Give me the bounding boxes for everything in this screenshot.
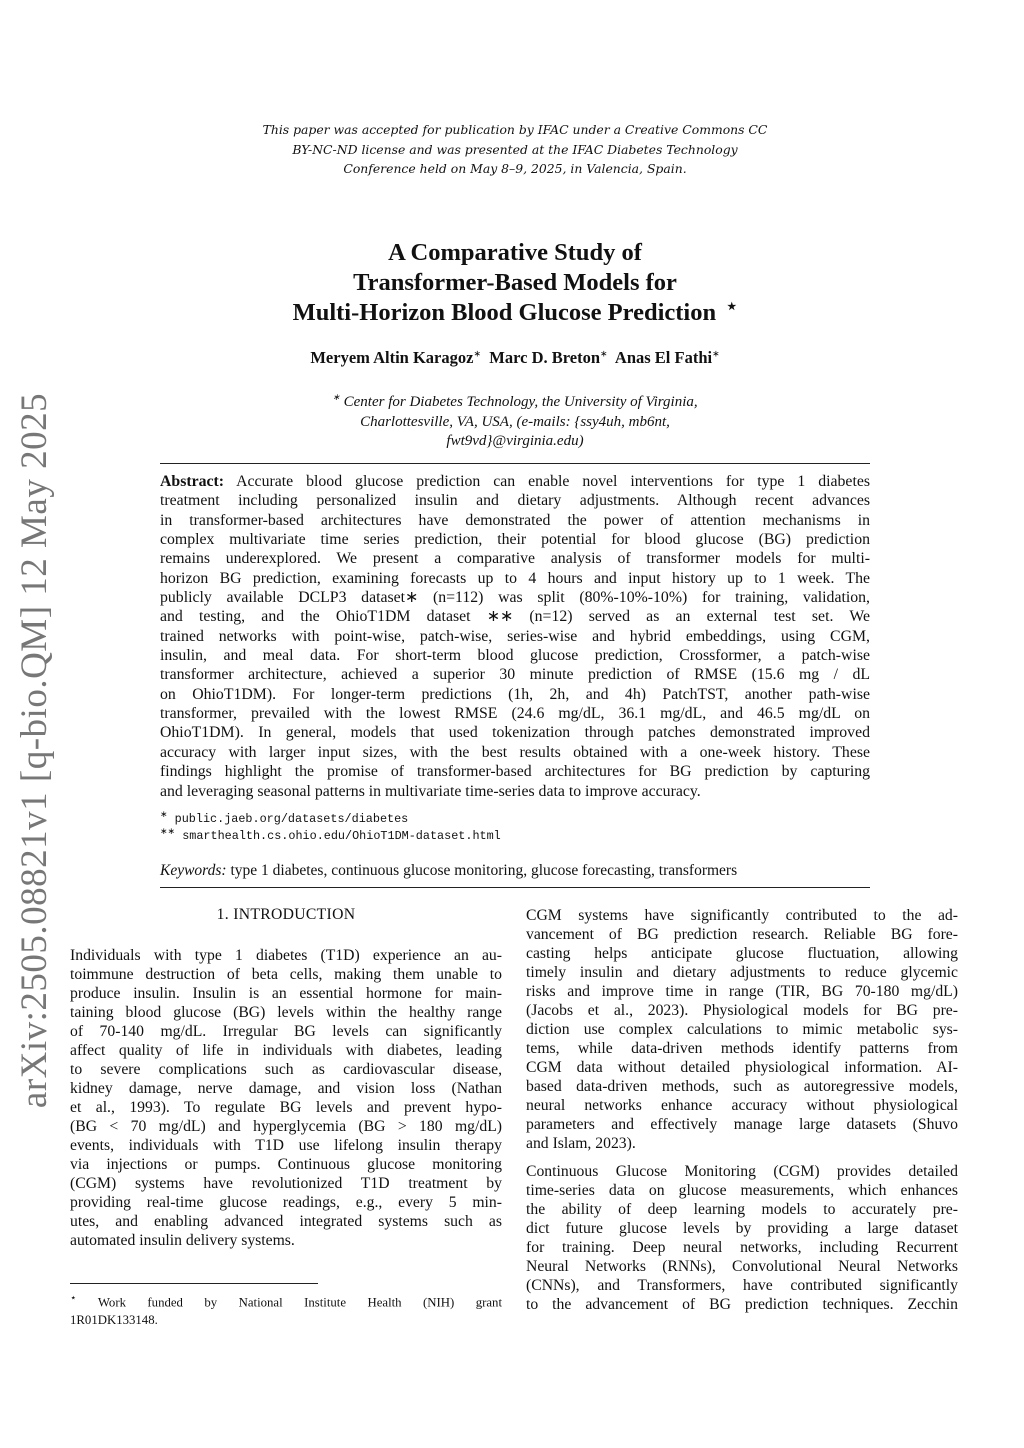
author: Anas El Fathi∗ — [614, 348, 720, 367]
text-line: casting helps anticipate glucose fluctuation, allowing — [526, 945, 958, 962]
abstract-line: in transformer-based architectures have demonstrated the power of attention mechanisms in — [160, 511, 870, 529]
abstract-line: trained networks with point-wise, patch-wise, series-wise and hybrid embeddings, using CGM, — [160, 627, 870, 645]
author: Meryem Altin Karagoz∗ — [310, 348, 482, 367]
text-line: to the advancement of BG prediction techniques. Zecchin — [526, 1296, 958, 1313]
text-line: utes, and enabling advanced integrated systems such as — [70, 1213, 502, 1230]
abstract-line: on OhioT1DM). For longer-term predictions (1h, 2h, and 4h) PatchTST, another path-wise — [160, 685, 870, 703]
text-line: providing real-time glucose readings, e.g., every 5 min- — [70, 1194, 502, 1211]
abstract-line: accuracy with larger input sizes, with the best results obtained with a one-week history. These — [160, 743, 870, 761]
footnote-link[interactable]: smarthealth.cs.ohio.edu/OhioT1DM-dataset.html — [182, 828, 501, 843]
keywords-bottom-rule — [160, 887, 870, 888]
text-line: neural networks enhance accuracy without physiological — [526, 1097, 958, 1114]
text-line: timely insulin and dietary adjustments to reduce glycemic — [526, 964, 958, 981]
text-line: based data-driven methods, such as autoregressive models, — [526, 1078, 958, 1095]
text-line: Neural Networks (RNNs), Convolutional Neural Networks — [526, 1258, 958, 1275]
text-line: produce insulin. Insulin is an essential hormone for main- — [70, 985, 502, 1002]
text-line: (BG < 70 mg/dL) and hyperglycemia (BG > 180 mg/dL) — [70, 1118, 502, 1135]
funding-footnote — [70, 1290, 502, 1329]
abstract-line: Abstract: Accurate blood glucose prediction can enable novel interventions for type 1 diabetes — [160, 473, 870, 490]
affiliation-line: Charlottesville, VA, USA, (e-mails: {ssy4uh, mb6nt, — [360, 413, 670, 430]
text-line: (CGM) systems have revolutionized T1D treatment by — [70, 1175, 502, 1192]
abstract-line: remains underexplored. We present a comparative analysis of transformer models for multi- — [160, 550, 870, 568]
text-line: Continuous Glucose Monitoring (CGM) provides detailed — [526, 1163, 958, 1180]
keywords — [160, 862, 870, 880]
keywords-text: type 1 diabetes, continuous glucose monitoring, glucose forecasting, transformers — [230, 862, 738, 879]
right-column-paragraph-2 — [526, 1162, 958, 1314]
text-line: tems, while data-driven methods identify patterns from — [526, 1040, 958, 1057]
text-line: via injections or pumps. Continuous glucose monitoring — [70, 1156, 502, 1173]
text-line: (CNNs), and Transformers, have contributed significantly — [526, 1277, 958, 1294]
abstract-line: insulin, and meal data. For short-term blood glucose prediction, Crossformer, a patch-wise — [160, 647, 870, 665]
left-column-paragraph — [70, 946, 502, 1250]
abstract-line: and testing, and the OhioT1DM dataset ∗∗ (n=12) served as an external test set. We — [160, 608, 870, 626]
paper-title — [160, 238, 870, 329]
text-line: risks and improve time in range (TIR, BG 70-180 mg/dL) — [526, 983, 958, 1000]
text-line: CGM data without detailed physiological information. AI- — [526, 1059, 958, 1076]
text-line: of 70-140 mg/dL. Irregular BG levels can significantly — [70, 1023, 502, 1040]
abstract-line: publicly available DCLP3 dataset∗ (n=112) was split (80%-10%-10%) for training, validation, — [160, 589, 870, 607]
abstract — [160, 472, 870, 801]
acceptance-line: BY-NC-ND license and was presented at the IFAC Diabetes Technology — [292, 141, 738, 157]
text-line: (Jacobs et al., 2023). Physiological models for BG pre- — [526, 1002, 958, 1019]
arxiv-sidebar-stamp — [10, 392, 60, 1108]
text-line: the ability of deep learning models to accurately pre- — [526, 1201, 958, 1218]
abstract-top-rule — [160, 463, 870, 464]
text-line: CGM systems have significantly contributed to the ad- — [526, 907, 958, 924]
text-line: time-series data on glucose measurements, which enhances — [526, 1182, 958, 1199]
text-line: for training. Deep neural networks, including Recurrent — [526, 1239, 958, 1256]
text-line: Individuals with type 1 diabetes (T1D) experience an au- — [70, 947, 502, 964]
acceptance-note — [220, 120, 810, 179]
text-line: dict future glucose levels by providing a large dataset — [526, 1220, 958, 1237]
abstract-line: complex multivariate time series prediction, their potential for blood glucose (BG) prediction — [160, 531, 870, 549]
right-column-paragraph-1 — [526, 906, 958, 1153]
abstract-line: OhioT1DM). In general, models that used tokenization through patches demonstrated improved — [160, 724, 870, 742]
abstract-line: transformer architecture, achieved a superior 30 minute prediction of RMSE (15.6 mg / dL — [160, 666, 870, 684]
text-line: toimmune destruction of beta cells, making them unable to — [70, 966, 502, 983]
acceptance-line: Conference held on May 8–9, 2025, in Valencia, Spain. — [343, 161, 687, 176]
footnote-line: ⋆ Work funded by National Institute Health (NIH) grant — [70, 1293, 503, 1310]
footnote-line: 1R01DK133148. — [70, 1313, 158, 1328]
text-line: to severe complications such as cardiovascular disease, — [70, 1061, 502, 1078]
abstract-line: findings highlight the promise of transformer-based architectures for BG prediction by capturing — [160, 763, 870, 781]
text-line: and Islam, 2023). — [526, 1135, 636, 1152]
affiliation — [200, 388, 830, 452]
author: Marc D. Breton∗ — [489, 348, 608, 367]
affiliation-line: ∗ Center for Diabetes Technology, the University of Virginia, — [332, 392, 698, 410]
title-line: A Comparative Study of — [388, 239, 642, 266]
text-line: automated insulin delivery systems. — [70, 1232, 295, 1249]
footnote-rule — [70, 1283, 318, 1284]
abstract-label: Abstract: — [160, 473, 225, 490]
text-line: diction use complex calculations to mimic metabolic sys- — [526, 1021, 958, 1038]
text-line: kidney damage, nerve damage, and vision loss (Nathan — [70, 1080, 502, 1097]
acceptance-line: This paper was accepted for publication by IFAC under a Creative Commons CC — [262, 122, 768, 137]
arxiv-id: arXiv:2505.08821v1 [q-bio.QM] 12 May 2025 — [14, 392, 56, 1108]
abstract-line: transformer, prevailed with the lowest RMSE (24.6 mg/dL, 36.1 mg/dL, and 46.5 mg/dL on — [160, 705, 870, 723]
text-line: et al., 1993). To regulate BG levels and prevent hypo- — [70, 1099, 502, 1116]
abstract-line: horizon BG prediction, examining forecasts up to 4 hours and input history up to 1 week. The — [160, 569, 870, 587]
section-heading: 1. INTRODUCTION — [216, 906, 356, 923]
abstract-line: treatment including personalized insulin and dietary adjustments. Although recent advances — [160, 492, 870, 510]
abstract-line: and leveraging seasonal patterns in multivariate time-series data to improve accuracy. — [160, 782, 701, 800]
footnote-ohiot1dm: ∗∗ smarthealth.cs.ohio.edu/OhioT1DM-dataset.html — [160, 826, 501, 843]
title-line: Multi-Horizon Blood Glucose Prediction ⋆ — [292, 296, 738, 326]
text-line: parameters and effectively manage large datasets (Shuvo — [526, 1116, 958, 1133]
text-line: events, individuals with T1D use lifelong insulin therapy — [70, 1137, 502, 1154]
footnote-link[interactable]: public.jaeb.org/datasets/diabetes — [174, 811, 409, 826]
footnote-dclp3: ∗ public.jaeb.org/datasets/diabetes — [160, 809, 409, 826]
author-list — [160, 348, 870, 368]
title-footnote-mark: ⋆ — [726, 296, 738, 316]
affiliation-line: fwt9vd}@virginia.edu) — [446, 433, 584, 449]
text-line: taining blood glucose (BG) levels within the healthy range — [70, 1004, 502, 1021]
text-line: affect quality of life in individuals with diabetes, leading — [70, 1042, 502, 1059]
keywords-label: Keywords: — [160, 862, 227, 879]
text-line: vancement of BG prediction research. Reliable BG fore- — [526, 926, 958, 943]
title-line: Transformer-Based Models for — [353, 269, 677, 296]
